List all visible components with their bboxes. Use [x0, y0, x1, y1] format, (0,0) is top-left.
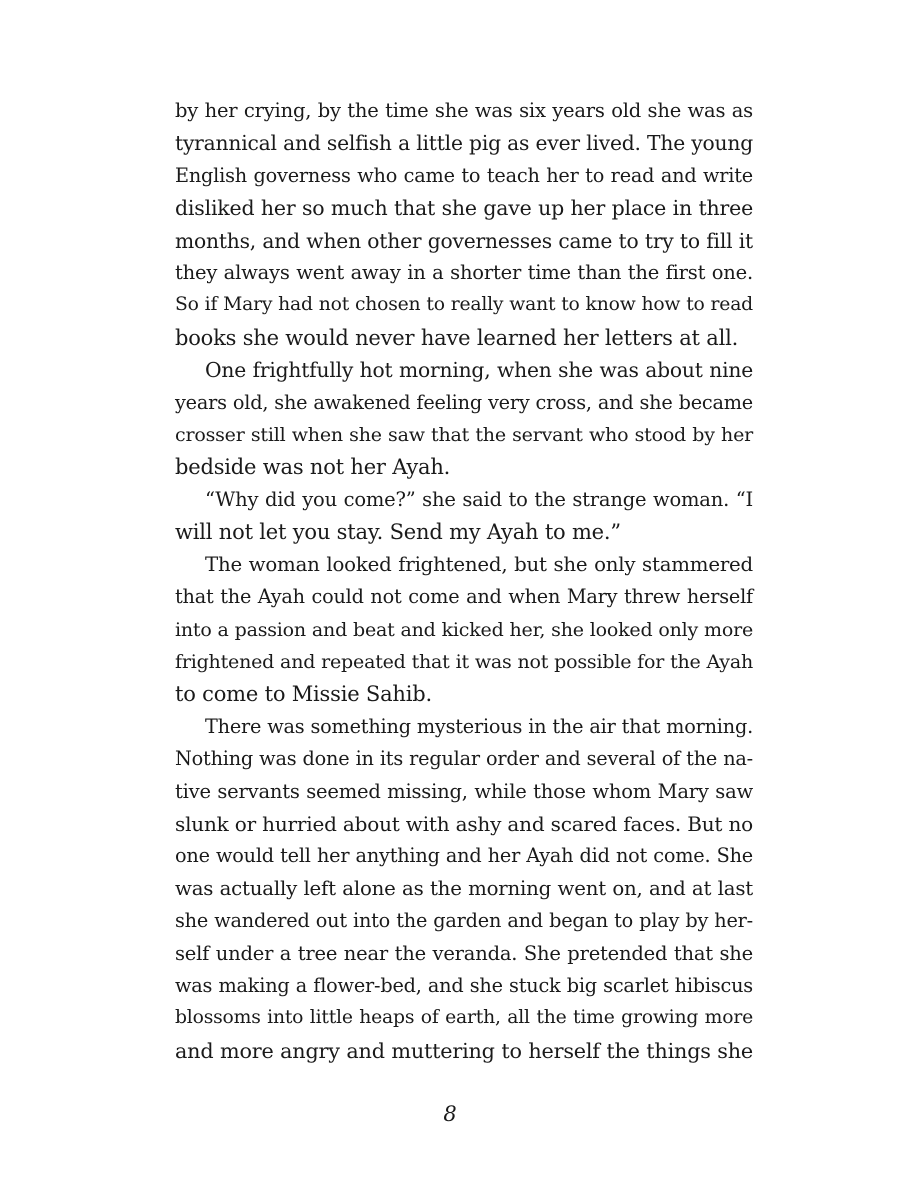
text-line: one would tell her anything and her Ayah did not come. She: [175, 844, 753, 868]
page-body: [175, 95, 753, 1067]
text-line: she wandered out into the garden and began to play by her-: [175, 909, 753, 933]
text-line: blossoms into little heaps of earth, all the time growing more: [175, 1007, 753, 1029]
text-line: There was something mysterious in the air that morning.: [205, 714, 753, 738]
paragraph: [175, 95, 753, 354]
text-line: The woman looked frightened, but she only stammered: [205, 552, 753, 576]
text-line: will not let you stay. Send my Ayah to me.”: [175, 520, 621, 545]
text-line: frightened and repeated that it was not possible for the Ayah: [175, 650, 753, 673]
text-line: and more angry and muttering to herself the things she: [175, 1038, 753, 1063]
text-line: months, and when other governesses came to try to fill it: [175, 228, 753, 253]
text-line: was making a flower-bed, and she stuck big scarlet hibiscus: [175, 973, 753, 997]
text-line: by her crying, by the time she was six years old she was as: [175, 99, 753, 122]
text-line: crosser still when she saw that the servant who stood by her: [175, 424, 753, 447]
paragraph: [175, 354, 753, 484]
text-line: One frightfully hot morning, when she was about nine: [205, 358, 753, 383]
paragraph: [175, 484, 753, 549]
text-line: self under a tree near the veranda. She pretended that she: [175, 941, 753, 965]
text-line: tyrannical and selfish a little pig as ever lived. The young: [175, 131, 753, 156]
page-number: 8: [443, 1102, 457, 1126]
text-line: that the Ayah could not come and when Mary threw herself: [175, 585, 753, 609]
text-line: into a passion and beat and kicked her, she looked only more: [175, 618, 753, 641]
paragraph: [175, 549, 753, 711]
paragraph: [175, 711, 753, 1067]
text-line: Nothing was done in its regular order and several of the na-: [175, 747, 753, 771]
text-line: tive servants seemed missing, while those whom Mary saw: [175, 779, 753, 803]
text-line: English governess who came to teach her to read and write: [175, 163, 753, 187]
text-line: they always went away in a shorter time than the first one.: [175, 261, 753, 285]
text-line: “Why did you come?” she said to the strange woman. “I: [205, 487, 753, 511]
text-line: bedside was not her Ayah.: [175, 455, 451, 480]
text-line: books she would never have learned her letters at all.: [175, 325, 739, 350]
text-line: years old, she awakened feeling very cross, and she became: [175, 390, 753, 414]
text-line: to come to Missie Sahib.: [175, 682, 432, 707]
text-line: disliked her so much that she gave up her place in three: [175, 196, 753, 221]
text-line: was actually left alone as the morning went on, and at last: [175, 876, 753, 900]
text-line: slunk or hurried about with ashy and scared faces. But no: [175, 811, 753, 836]
text-line: So if Mary had not chosen to really want to know how to read: [175, 294, 753, 316]
